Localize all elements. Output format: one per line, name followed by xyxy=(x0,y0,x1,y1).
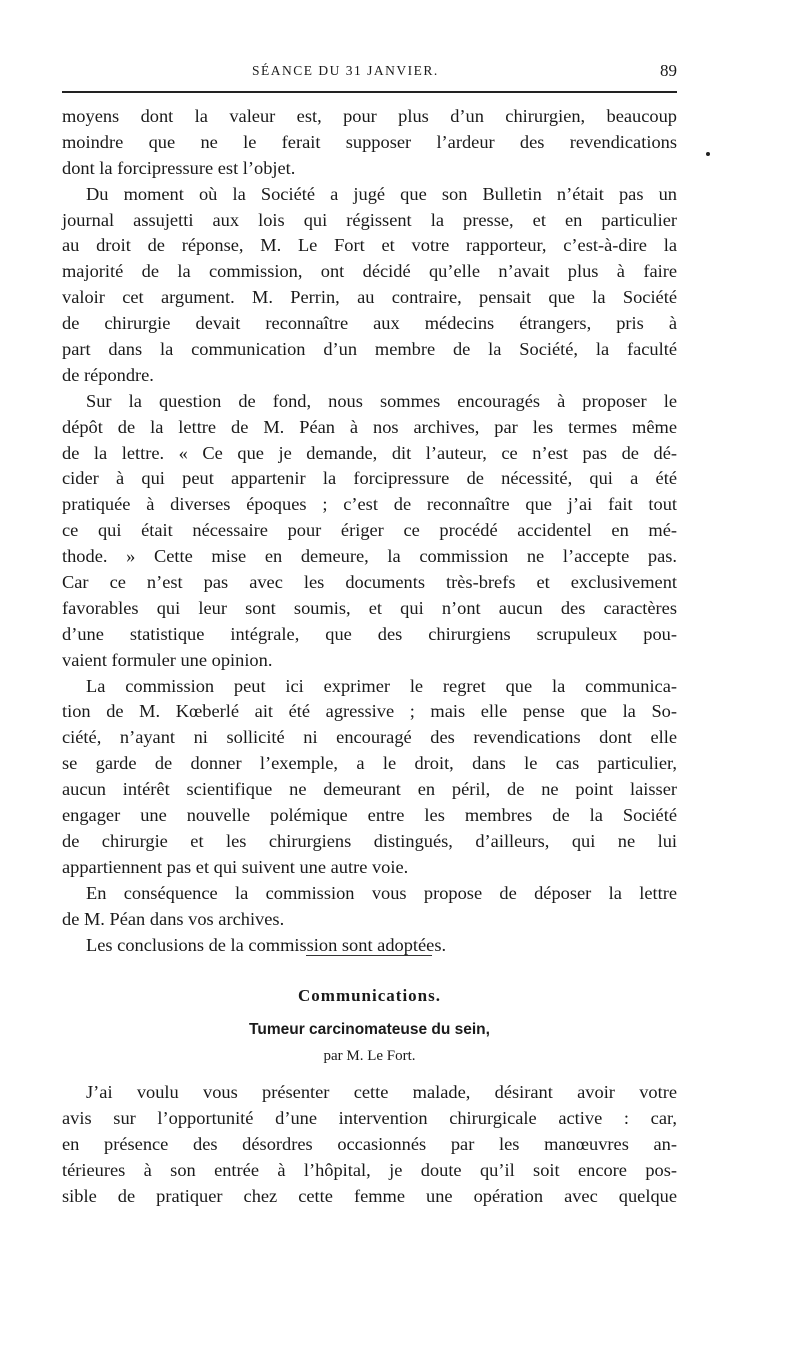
text-line: valoir cet argument. M. Perrin, au contraire, pensait que la Société xyxy=(62,287,677,308)
text-line: journal assujetti aux lois qui régissent la presse, et en particulier xyxy=(62,209,677,230)
margin-speck xyxy=(706,152,710,156)
text-line: part dans la communication d’un membre de la Société, la faculté xyxy=(62,339,677,360)
text-line: thode. » Cette mise en demeure, la commission ne l’accepte pas. xyxy=(62,546,677,567)
text-line: de répondre. xyxy=(62,364,154,385)
text-line: d’une statistique intégrale, que des chirurgiens scrupuleux pou- xyxy=(62,623,677,644)
text-line: ciété, n’ayant ni sollicité ni encouragé des revendications dont elle xyxy=(62,727,677,748)
page-number: 89 xyxy=(660,61,677,80)
text-line: vaient formuler une opinion. xyxy=(62,649,273,670)
text-line: appartiennent pas et qui suivent une autre voie. xyxy=(62,856,409,877)
text-line: dépôt de la lettre de M. Péan à nos archives, par les termes même xyxy=(62,416,677,437)
text-line: de chirurgie et les chirurgiens distingués, d’ailleurs, qui ne lui xyxy=(62,830,677,851)
article-title: Tumeur carcinomateuse du sein, xyxy=(249,1021,490,1038)
text-line: moyens dont la valeur est, pour plus d’un chirurgien, beaucoup xyxy=(62,106,677,126)
text-line: se garde de donner l’exemple, a le droit, dans le cas particulier, xyxy=(62,753,677,774)
text-line: engager une nouvelle polémique entre les membres de la Société xyxy=(62,805,677,826)
text-line: pratiquée à diverses époques ; c’est de reconnaître que j’ai fait tout xyxy=(62,494,677,515)
header-rule xyxy=(62,91,677,93)
text-line: tion de M. Kœberlé ait été agressive ; mais elle pense que la So- xyxy=(62,701,677,722)
text-line: de la lettre. « Ce que je demande, dit l’auteur, ce n’est pas de dé- xyxy=(62,442,677,463)
text-line: au droit de réponse, M. Le Fort et votre rapporteur, c’est-à-dire la xyxy=(62,235,677,256)
text-line: cider à qui peut appartenir la forcipressure de nécessité, qui a été xyxy=(62,468,677,489)
text-line: Sur la question de fond, nous sommes encouragés à proposer le xyxy=(86,390,677,411)
text-line: de M. Péan dans vos archives. xyxy=(62,908,285,929)
text-line: sible de pratiquer chez cette femme une opération avec quelque xyxy=(62,1185,677,1206)
text-line: en présence des désordres occasionnés par les manœuvres an- xyxy=(62,1133,677,1154)
text-line: majorité de la commission, ont décidé qu’elle n’avait plus à faire xyxy=(62,261,677,282)
text-line: En conséquence la commission vous propose de déposer la lettre xyxy=(86,882,677,903)
running-head xyxy=(62,60,677,82)
text-line: La commission peut ici exprimer le regret que la communica- xyxy=(86,675,677,696)
running-title: SÉANCE DU 31 JANVIER. xyxy=(252,63,439,78)
text-line: dont la forcipressure est l’objet. xyxy=(62,157,296,178)
article-text xyxy=(62,1080,677,1209)
text-line: favorables qui leur sont soumis, et qui n’ont aucun des caractères xyxy=(62,597,677,618)
text-line: Du moment où la Société a jugé que son Bulletin n’était pas un xyxy=(86,183,677,204)
text-line: aucun intérêt scientifique ne demeurant en péril, de ne point laisser xyxy=(62,779,677,800)
text-line: Car ce n’est pas avec les documents très-brefs et exclusivement xyxy=(62,572,677,593)
text-line: de chirurgie devait reconnaître aux médecins étrangers, pris à xyxy=(62,313,677,334)
text-line: moindre que ne le ferait supposer l’ardeur des revendications xyxy=(62,131,677,152)
text-line: avis sur l’opportunité d’une intervention chirurgicale active : car, xyxy=(62,1107,677,1128)
text-line: Les conclusions de la commission sont adoptées. xyxy=(86,934,447,955)
text-line: ce qui était nécessaire pour ériger ce procédé accidentel en mé- xyxy=(62,520,677,541)
section-title: Communications. xyxy=(298,986,441,1005)
book-page xyxy=(62,0,677,1347)
text-line: térieures à son entrée à l’hôpital, je doute qu’il soit encore pos- xyxy=(62,1159,677,1180)
text-line: J’ai voulu vous présenter cette malade, désirant avoir votre xyxy=(86,1082,677,1102)
report-text xyxy=(62,104,677,958)
article-author: par M. Le Fort. xyxy=(323,1048,416,1064)
section-divider xyxy=(306,955,432,956)
